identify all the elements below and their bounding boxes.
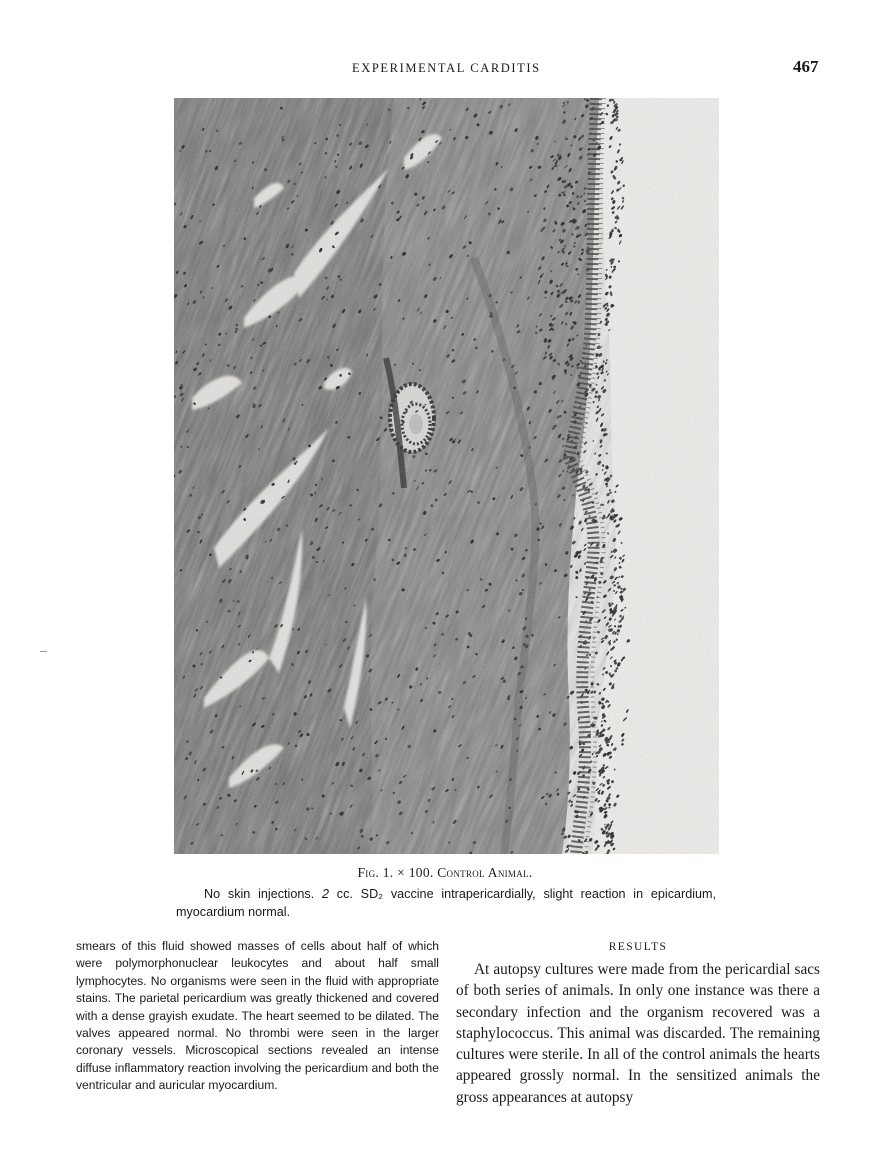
running-title: EXPERIMENTAL CARDITIS [352,61,541,75]
margin-mark [40,651,47,652]
figure-magnification: × 100. [397,865,434,880]
right-column [456,938,820,1108]
caption-text-start: No skin injections. [204,887,322,901]
section-heading-results: RESULTS [608,941,668,953]
caption-text-italic: 2 [321,887,329,901]
figure-label: Fig. 1. [357,865,394,880]
figure-caption-text [176,885,716,921]
figure-caption-title [0,865,890,881]
caption-text-end: cc. SD₂ vaccine intrapericardially, slight reaction in epicardium, myocardium normal. [176,887,716,919]
figure-title: Control Animal. [437,865,533,880]
left-column-paragraph: smears of this fluid showed masses of cells about half of which were polymorphonuclear leukocytes and about half small lymphocytes. No organisms were seen in the fluid with appropriate stains. The parietal pericardium was greatly thickened and covered with a dense grayish exudate. The heart seemed to be dilated. The valves appeared normal. No thrombi were seen in the larger coronary vessels. Microscopical sections revealed an intense diffuse inflammatory reaction involving the pericardium and both the ventricular and auricular myocardium. [76,939,439,1093]
results-paragraph: At autopsy cultures were made from the pericardial sacs of both series of animals. In only one instance was there a secondary infection and the organism recovered was a staphylococcus. This animal was discarded. The remaining cultures were sterile. In all of the control animals the hearts appeared grossly normal. In the sensitized animals the gross appearances at autopsy [456,961,820,1106]
running-head [0,57,890,80]
page-number: 467 [793,57,819,76]
micrograph-figure [174,98,719,854]
